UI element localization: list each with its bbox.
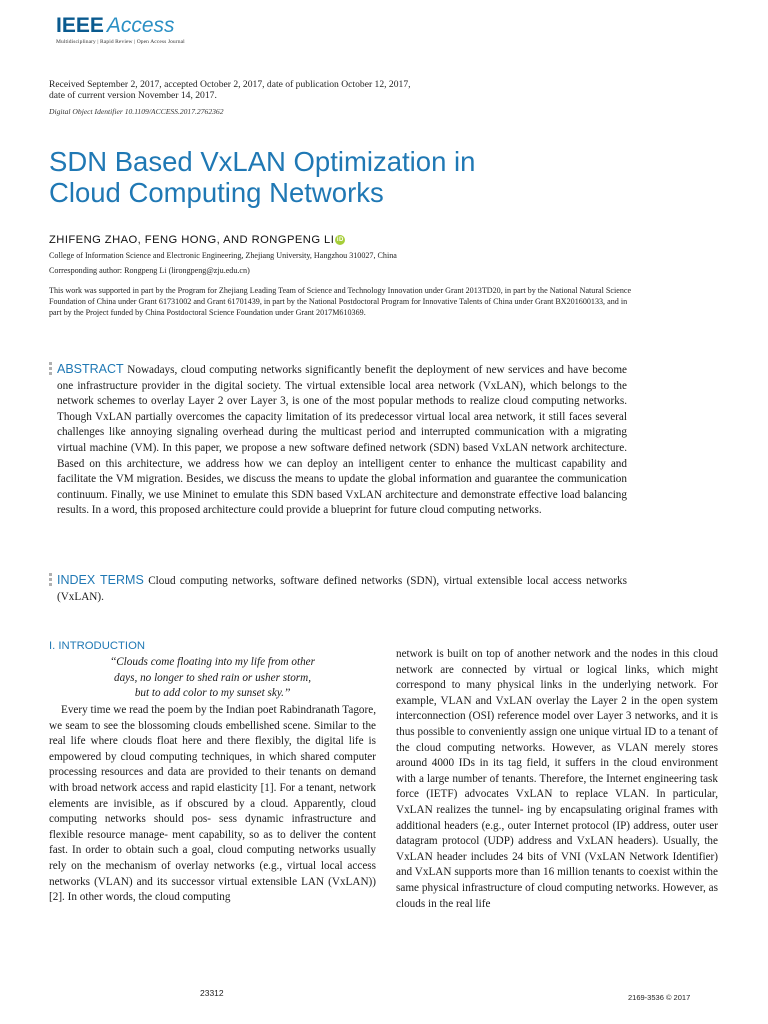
author-names: ZHIFENG ZHAO, FENG HONG, AND RONGPENG LI [49, 234, 335, 246]
title-line-1: SDN Based VxLAN Optimization in [49, 146, 476, 177]
abstract-heading: ABSTRACT [57, 362, 124, 376]
abstract [57, 362, 627, 519]
title-line-2: Cloud Computing Networks [49, 177, 384, 208]
corresponding-author: Corresponding author: Rongpeng Li (lirongpeng@zju.edu.cn) [49, 266, 250, 275]
epigraph [49, 655, 376, 702]
journal-tagline: Multidisciplinary | Rapid Review | Open Access Journal [56, 39, 185, 45]
intro-paragraph-left: Every time we read the poem by the Indian poet Rabindranath Tagore, we seam to see the blossoming clouds embellished scene. Similar to the real life where clouds float here and there flexibly, the digital life is empowered by cloud computing techniques, in which shared computer processing resources and data are provided to their tenants on demand with broad network access and rapid elasticity [1]. For a tenant, network elements are invisible, as if obscured by a cloud. Apparently, cloud computing networks should pos- sess dynamic infrastructure and flexible resource manage- ment capability, so as to deliver the content fast. In order to obtain such a goal, cloud computing networks usually rely on the mechanism of overlay networks (e.g., virtual local access networks (VLAN) and its successor virtual extensible LAN (VxLAN)) [2]. In other words, the cloud computing [49, 704, 376, 904]
section-marker-icon [49, 573, 52, 588]
affiliation: College of Information Science and Electronic Engineering, Zhejiang University, Hangzhou 310027, China [49, 251, 397, 260]
authors [49, 234, 345, 246]
index-terms-text: Cloud computing networks, software defined networks (SDN), virtual extensible local access networks (VxLAN). [57, 575, 628, 603]
index-terms-heading: INDEX TERMS [57, 573, 144, 587]
journal-logo [56, 14, 226, 54]
received-line-2: date of current version November 14, 2017. [49, 90, 217, 101]
issn-copyright: 2169-3536 © 2017 [628, 993, 691, 1002]
index-terms [57, 573, 627, 605]
doi: Digital Object Identifier 10.1109/ACCESS.2017.2762362 [49, 107, 224, 116]
paper-title [49, 146, 669, 208]
page-number: 23312 [200, 988, 224, 998]
logo-ieee: IEEE [56, 14, 104, 37]
quote-line-2: days, no longer to shed rain or usher storm, [113, 671, 312, 684]
funding-note: This work was supported in part by the Program for Zhejiang Leading Team of Science and Technology Innovation under Grant 2013TD20, in part by the National Natural Science Foundation of China under Grant 61731002 and Grant 61701439, in part by the National Postdoctoral Program for Innovative Talents of China under Grant BX201600133, and in part by the Project funded by China Postdoctoral Science Foundation under Grant 2017M610369. [49, 286, 632, 318]
section-marker-icon [49, 362, 52, 377]
abstract-text: Nowadays, cloud computing networks significantly benefit the deployment of new services and have become one infrastructure provider in the digital society. The virtual extensible local area network (VxLAN), which belongs to the network schemes to overlay Layer 2 over Layer 3, is one of the most popular methods to realize cloud computing networks. Though VxLAN partially overcomes the capacity limitation of its predecessor virtual local area network, it still faces several challenges like annoying signaling overhead during the multicast period and interrupted communication with a migrating virtual machine (VM). In this paper, we propose a new software defined network (SDN) based VxLAN network architecture. Based on this architecture, we address how we can deploy an intelligent center to enhance the multicast capability and facilitate the VM migration. Besides, we discuss the means to update the global information and guarantee the communication continuum. Finally, we use Mininet to emulate this SDN based VxLAN architecture and demonstrate effective load balancing results. In a word, this proposed architecture could provide a blueprint for future cloud computing networks. [57, 364, 628, 517]
logo-access: Access [106, 14, 175, 37]
orcid-icon[interactable]: iD [336, 237, 344, 243]
received-line-1: Received September 2, 2017, accepted October 2, 2017, date of publication October 12, 2017, [49, 79, 411, 90]
intro-paragraph-right: network is built on top of another network and the nodes in this cloud network are connected by virtual or logical links, which might correspond to many physical links in the underlying network. For example, VLAN and VxLAN overlay the Layer 2 in the open system interconnection (OSI) reference model over Layer 3 networks, and it is thus possible to conveniently assign one unique virtual ID to a tenant of the cloud computing networks. However, as VLAN merely stores around 4000 IDs in its tag field, it suffers in the cloud environment with a large number of tenants. Therefore, the Internet engineering task force (IETF) advocates VxLAN to replace VLAN. In particular, VxLAN realizes the tunnel- ing by encapsulating original frames with additional headers (e.g., outer Internet protocol (IP) address, outer user datagram protocol (UDP) address and VxLAN headers). Usually, the VxLAN header includes 24 bits of VNI (VxLAN Network Identifier) and VxLAN supports more than 16 million tenants to coexist within the same physical infrastructure of cloud computing networks. However, as clouds in the real life [396, 648, 718, 910]
section-heading: I. INTRODUCTION [49, 640, 146, 652]
quote-line-3: but to add color to my sunset sky.’’ [134, 687, 291, 699]
quote-line-1: ‘‘Clouds come floating into my life from other [110, 656, 315, 668]
